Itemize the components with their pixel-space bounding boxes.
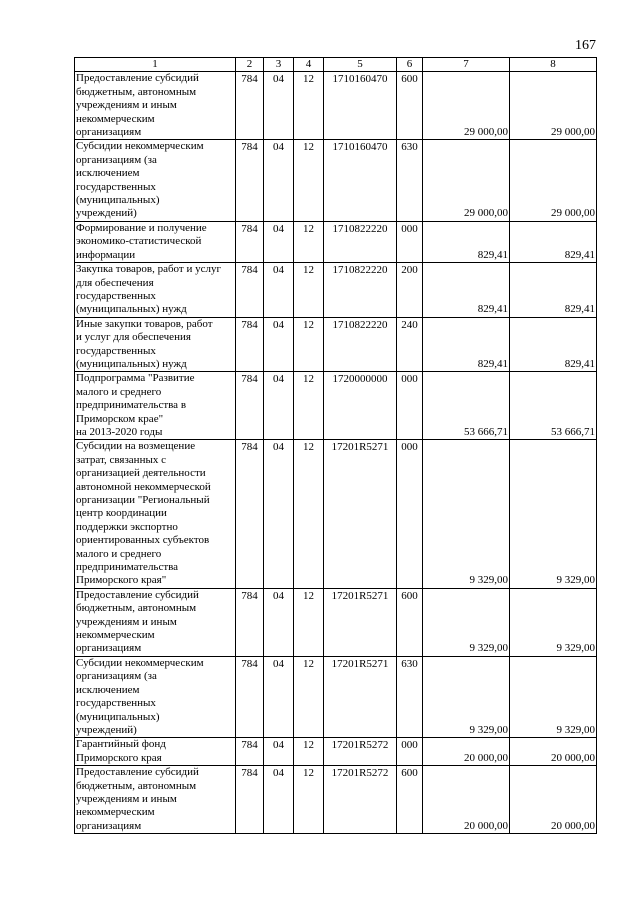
row-code-subsection: 12: [294, 738, 324, 766]
row-code-subsection: 12: [294, 372, 324, 440]
row-code-section: 04: [264, 263, 294, 318]
row-code-section: 04: [264, 738, 294, 766]
table-row: [75, 221, 597, 262]
table-row: [75, 372, 597, 440]
header-cell: 1: [75, 58, 236, 72]
row-name: Гарантийный фонд Приморского края: [75, 738, 236, 766]
row-amount-col7: 829,41: [423, 317, 510, 372]
row-amount-col8: 29 000,00: [510, 140, 597, 221]
page-number: 167: [575, 38, 596, 53]
row-code-admin: 784: [236, 440, 264, 588]
row-code-target: 1720000000: [324, 372, 397, 440]
row-code-subsection: 12: [294, 72, 324, 140]
header-cell: 2: [236, 58, 264, 72]
budget-table: [74, 57, 597, 834]
row-amount-col8: 20 000,00: [510, 738, 597, 766]
row-code-expense-type: 000: [397, 221, 423, 262]
row-code-expense-type: 240: [397, 317, 423, 372]
row-amount-col7: 829,41: [423, 263, 510, 318]
row-code-expense-type: 000: [397, 372, 423, 440]
row-code-target: 1710822220: [324, 263, 397, 318]
row-amount-col8: 829,41: [510, 317, 597, 372]
row-name: Предоставление субсидий бюджетным, автономным учреждениям и иным некоммерческим организациям: [75, 766, 236, 834]
row-amount-col8: 53 666,71: [510, 372, 597, 440]
row-code-expense-type: 200: [397, 263, 423, 318]
row-amount-col8: 20 000,00: [510, 766, 597, 834]
row-amount-col8: 9 329,00: [510, 440, 597, 588]
row-name: Предоставление субсидий бюджетным, автономным учреждениям и иным некоммерческим организациям: [75, 588, 236, 656]
row-name: Субсидии на возмещение затрат, связанных с организацией деятельности автономной некоммерческой организации "Региональный центр координации поддержки экспортно ориентированных субъектов малого и среднего предпринимательства Приморского края": [75, 440, 236, 588]
row-code-section: 04: [264, 72, 294, 140]
row-code-section: 04: [264, 140, 294, 221]
row-amount-col7: 829,41: [423, 221, 510, 262]
row-amount-col7: 20 000,00: [423, 766, 510, 834]
header-cell: 3: [264, 58, 294, 72]
row-code-subsection: 12: [294, 440, 324, 588]
row-code-expense-type: 000: [397, 738, 423, 766]
row-code-admin: 784: [236, 72, 264, 140]
row-name: Предоставление субсидий бюджетным, автономным учреждениям и иным некоммерческим организациям: [75, 72, 236, 140]
row-code-section: 04: [264, 221, 294, 262]
row-amount-col7: 53 666,71: [423, 372, 510, 440]
row-code-target: 17201R5271: [324, 588, 397, 656]
row-code-admin: 784: [236, 372, 264, 440]
row-code-target: 1710822220: [324, 317, 397, 372]
header-cell: 7: [423, 58, 510, 72]
row-code-target: 1710160470: [324, 140, 397, 221]
row-code-target: 17201R5271: [324, 656, 397, 737]
row-code-admin: 784: [236, 317, 264, 372]
row-amount-col7: 9 329,00: [423, 656, 510, 737]
table-row: [75, 317, 597, 372]
table-row: [75, 656, 597, 737]
table-row: [75, 263, 597, 318]
row-code-expense-type: 630: [397, 656, 423, 737]
row-code-expense-type: 600: [397, 72, 423, 140]
row-code-expense-type: 000: [397, 440, 423, 588]
row-code-section: 04: [264, 440, 294, 588]
row-code-target: 17201R5271: [324, 440, 397, 588]
row-amount-col8: 9 329,00: [510, 656, 597, 737]
row-amount-col7: 29 000,00: [423, 72, 510, 140]
row-code-expense-type: 600: [397, 766, 423, 834]
header-row: [75, 58, 597, 72]
row-amount-col7: 9 329,00: [423, 440, 510, 588]
row-code-admin: 784: [236, 140, 264, 221]
header-cell: 5: [324, 58, 397, 72]
row-amount-col7: 9 329,00: [423, 588, 510, 656]
row-amount-col7: 29 000,00: [423, 140, 510, 221]
row-code-admin: 784: [236, 263, 264, 318]
row-name: Субсидии некоммерческим организациям (за исключением государственных (муниципальных) учреждений): [75, 140, 236, 221]
row-code-subsection: 12: [294, 588, 324, 656]
header-cell: 4: [294, 58, 324, 72]
row-code-section: 04: [264, 766, 294, 834]
row-code-admin: 784: [236, 656, 264, 737]
header-cell: 8: [510, 58, 597, 72]
row-name: Иные закупки товаров, работ и услуг для обеспечения государственных (муниципальных) нужд: [75, 317, 236, 372]
row-name: Закупка товаров, работ и услуг для обеспечения государственных (муниципальных) нужд: [75, 263, 236, 318]
table-row: [75, 738, 597, 766]
row-amount-col7: 20 000,00: [423, 738, 510, 766]
row-code-subsection: 12: [294, 140, 324, 221]
row-code-expense-type: 600: [397, 588, 423, 656]
row-code-admin: 784: [236, 766, 264, 834]
table-row: [75, 72, 597, 140]
table-row: [75, 588, 597, 656]
row-code-expense-type: 630: [397, 140, 423, 221]
table-row: [75, 766, 597, 834]
row-code-section: 04: [264, 656, 294, 737]
table-row: [75, 140, 597, 221]
row-code-target: 1710160470: [324, 72, 397, 140]
row-code-target: 17201R5272: [324, 766, 397, 834]
row-code-admin: 784: [236, 221, 264, 262]
row-code-subsection: 12: [294, 766, 324, 834]
row-amount-col8: 829,41: [510, 263, 597, 318]
row-code-target: 17201R5272: [324, 738, 397, 766]
row-name: Подпрограмма "Развитие малого и среднего предпринимательства в Приморском крае" на 2013-2020 годы: [75, 372, 236, 440]
header-cell: 6: [397, 58, 423, 72]
row-code-target: 1710822220: [324, 221, 397, 262]
row-code-subsection: 12: [294, 656, 324, 737]
table-row: [75, 440, 597, 588]
row-code-section: 04: [264, 317, 294, 372]
row-code-subsection: 12: [294, 263, 324, 318]
row-name: Формирование и получение экономико-статистической информации: [75, 221, 236, 262]
row-amount-col8: 29 000,00: [510, 72, 597, 140]
row-code-subsection: 12: [294, 221, 324, 262]
row-name: Субсидии некоммерческим организациям (за исключением государственных (муниципальных) учреждений): [75, 656, 236, 737]
row-amount-col8: 829,41: [510, 221, 597, 262]
row-code-subsection: 12: [294, 317, 324, 372]
row-code-section: 04: [264, 588, 294, 656]
row-code-admin: 784: [236, 738, 264, 766]
row-code-admin: 784: [236, 588, 264, 656]
row-amount-col8: 9 329,00: [510, 588, 597, 656]
row-code-section: 04: [264, 372, 294, 440]
